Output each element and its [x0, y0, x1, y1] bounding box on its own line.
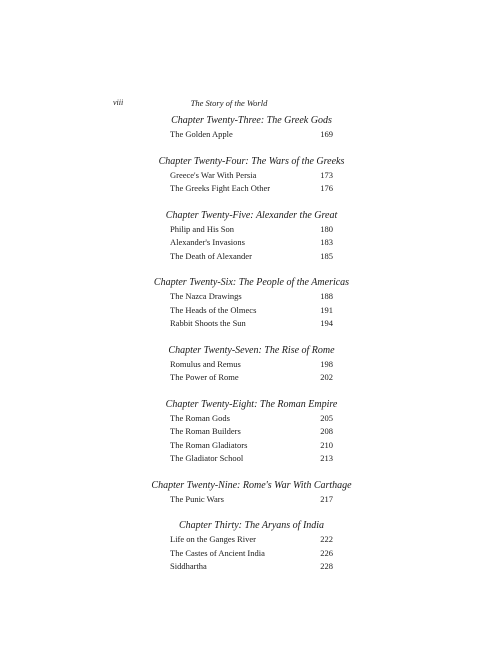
chapter-section — [170, 518, 333, 574]
toc-entry — [170, 304, 333, 318]
entry-title: The Gladiator School — [170, 453, 244, 463]
running-head — [113, 98, 345, 112]
entry-page-number: 202 — [320, 372, 333, 382]
entry-page-number: 205 — [320, 412, 333, 423]
chapter-section — [170, 113, 333, 142]
toc-entry — [170, 223, 333, 237]
entry-page-number: 213 — [320, 453, 333, 463]
toc-entry — [170, 493, 333, 507]
chapter-title: Chapter Thirty: The Aryans of India — [178, 520, 325, 531]
entry-title: The Roman Gladiators — [170, 439, 248, 450]
chapter-title: Chapter Twenty-Eight: The Roman Empire — [165, 398, 338, 410]
entry-title: Siddhartha — [170, 561, 207, 571]
entry-page-number: 191 — [320, 304, 333, 315]
entry-page-number: 198 — [320, 358, 333, 369]
entry-title: The Death of Alexander — [170, 250, 252, 261]
toc-entry — [170, 452, 333, 466]
chapter-section — [151, 478, 352, 507]
chapter-title: Chapter Twenty-Five: Alexander the Great — [165, 209, 338, 221]
entry-page-number: 188 — [320, 291, 333, 301]
chapter-title: Chapter Twenty-Three: The Greek Gods — [171, 115, 332, 126]
entry-page-number: 180 — [320, 223, 333, 234]
chapter-title: Chapter Twenty-Six: The People of the Americas — [153, 277, 350, 288]
entry-title: The Roman Builders — [170, 426, 241, 436]
entry-page-number: 183 — [320, 237, 333, 247]
page-number: viii — [113, 98, 124, 107]
entry-title: The Golden Apple — [170, 129, 233, 139]
toc-entry — [170, 236, 333, 250]
entry-page-number: 185 — [320, 250, 333, 261]
toc-entry — [170, 358, 333, 372]
entry-page-number: 210 — [320, 439, 333, 450]
table-of-contents — [151, 113, 352, 586]
toc-entry — [170, 290, 333, 304]
entry-page-number: 226 — [320, 547, 333, 558]
entry-title: Greece's War With Persia — [170, 169, 257, 180]
toc-entry — [170, 182, 333, 196]
entry-title: Alexander's Invasions — [170, 237, 245, 247]
book-title: The Story of the World — [190, 98, 268, 108]
toc-entry — [170, 533, 333, 547]
chapter-title: Chapter Twenty-Nine: Rome's War With Carthage — [151, 479, 352, 491]
chapter-section — [165, 397, 338, 466]
entry-page-number: 208 — [320, 426, 333, 436]
entry-title: The Power of Rome — [170, 372, 239, 382]
entry-page-number: 217 — [320, 493, 333, 504]
entry-page-number: 173 — [320, 169, 333, 180]
toc-entry — [170, 412, 333, 426]
chapter-section — [158, 154, 345, 196]
entry-page-number: 194 — [320, 318, 333, 328]
toc-entry — [170, 128, 333, 142]
toc-entry — [170, 317, 333, 331]
chapter-section — [170, 343, 333, 385]
entry-page-number: 169 — [320, 129, 333, 139]
entry-title: Philip and His Son — [170, 223, 234, 234]
entry-title: Romulus and Remus — [170, 358, 241, 369]
entry-page-number: 222 — [320, 534, 333, 544]
toc-entry — [170, 547, 333, 561]
chapter-section — [153, 275, 350, 331]
entry-title: The Castes of Ancient India — [170, 547, 265, 558]
chapter-title: Chapter Twenty-Seven: The Rise of Rome — [168, 344, 335, 356]
toc-entry — [170, 371, 333, 385]
toc-entry — [170, 250, 333, 264]
entry-page-number: 176 — [320, 183, 333, 193]
toc-entry — [170, 439, 333, 453]
entry-title: The Punic Wars — [170, 493, 224, 504]
entry-title: The Nazca Drawings — [170, 291, 242, 301]
entry-title: Rabbit Shoots the Sun — [170, 318, 246, 328]
toc-entry — [170, 425, 333, 439]
entry-title: The Heads of the Olmecs — [170, 304, 257, 315]
entry-title: The Greeks Fight Each Other — [170, 183, 271, 193]
toc-entry — [170, 560, 333, 574]
toc-entry — [170, 169, 333, 183]
entry-page-number: 228 — [320, 561, 333, 571]
chapter-title: Chapter Twenty-Four: The Wars of the Greeks — [158, 155, 345, 167]
entry-title: The Roman Gods — [170, 412, 230, 423]
entry-title: Life on the Ganges River — [170, 534, 256, 544]
chapter-section — [165, 208, 338, 264]
